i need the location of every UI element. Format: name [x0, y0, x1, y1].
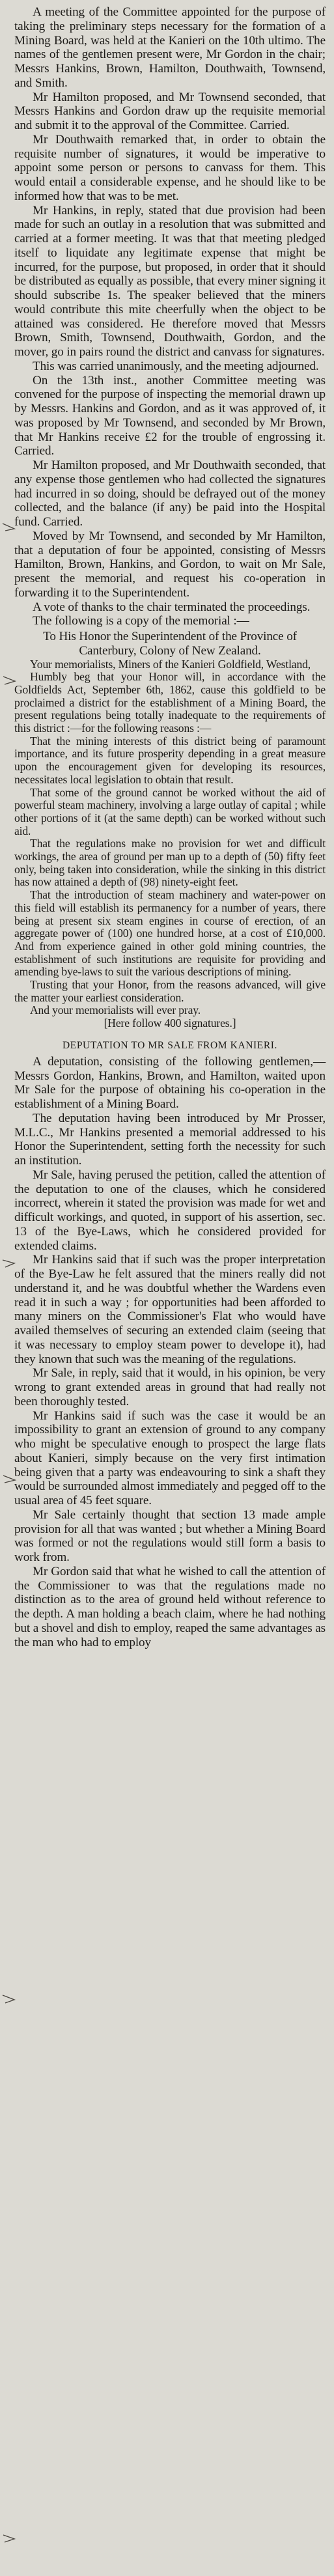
memorial-paragraph: That some of the ground cannot be worked without the aid of powerful steam machinery, involving a large outlay of capital ; while other portions of it (at the same depth) can be worked without such aid.: [14, 785, 326, 837]
memorial-paragraph: That the regulations make no provision for wet and difficult workings, the area of ground per man up to a depth of (50) fifty feet only, being taken into consideration, while the sinking in this district has now attained a depth of (98) ninety-eight feet.: [14, 837, 326, 889]
memorial-paragraph: That the introduction of steam machinery and water-power on this field will establish its permanency for a number of years, there being at present six steam engines in course of erection, of an aggregate power of (100) one hundred horse, at a cost of £10,000. And from experience gained in other gold mining countries, the establishment of such institutions are requisite for providing and amending bye-laws to suit the various descriptions of mining.: [14, 888, 326, 979]
meeting-paragraph: Mr Hamilton proposed, and Mr Townsend seconded, that Messrs Hankins and Gordon draw up the requisite memorial and submit it to the approval of the Committee. Carried.: [14, 90, 326, 132]
article-column: [14, 5, 326, 1649]
memorial-closing: And your memorialists will ever pray.: [30, 1003, 201, 1017]
meeting-paragraph: On the 13th inst., another Committee meeting was convened for the purpose of inspecting the memorial drawn up by Messrs. Hankins and Gordon, and as it was approved of, it was proposed by Mr Townsend, and seconded by Mr Brown, that Mr Hankins receive £2 for the trouble of engrossing it. Carried.: [14, 373, 326, 458]
memorial-paragraph: Trusting that your Honor, from the reasons advanced, will give the matter your earliest consideration.: [14, 978, 326, 1004]
meeting-paragraph: A meeting of the Committee appointed for the purpose of taking the preliminary steps necessary for the formation of a Mining Board, was held at the Kanieri on the 10th ultimo. The names of the gentlemen present were, Mr Gordon in the chair; Messrs Hankins, Brown, Hamilton, Douthwaith, Townsend, and Smith.: [14, 5, 326, 90]
meeting-paragraph: This was carried unanimously, and the meeting adjourned.: [33, 359, 319, 373]
deputation-paragraph: Mr Sale certainly thought that section 13 made ample provision for all that was wanted ; but whether a Mining Board was formed or not the regulations would still form a basis to work from.: [14, 1507, 326, 1565]
meeting-paragraph: Mr Hamilton proposed, and Mr Douthwaith seconded, that any expense those gentlemen who had collected the signatures had incurred in so doing, should be defrayed out of the money collected, and the balance (if any) be paid into the Hospital fund. Carried.: [14, 458, 326, 529]
meeting-paragraph: A vote of thanks to the chair terminated the proceedings.: [33, 600, 311, 614]
memorial-from: Your memorialists, Miners of the Kanieri Goldfield, Westland,: [30, 657, 311, 671]
memorial-paragraph: That the mining interests of this district being of paramount importance, and its future prosperity depending in a great measure upon the encouragement given for developing its resources, necessitates local legislation to obtain that result.: [14, 734, 326, 786]
deputation-paragraph: The deputation having been introduced by Mr Prosser, M.L.C., Mr Hankins presented a memorial addressed to his Honor the Superintendent, setting forth the necessity for such an institution.: [14, 1111, 326, 1168]
memorial-paragraph: Humbly beg that your Honor will, in accordance with the Goldfields Act, September 6th, 1862, cause this goldfield to be proclaimed a district for the establishment of a Mining Board, the present regulations being totally inadequate to the requirements of this district :—for the following reasons :—: [14, 670, 326, 735]
margin-pencil-mark: [1, 1993, 17, 2004]
deputation-paragraph: Mr Hankins said that if such was the proper interpretation of the Bye-Law he felt assured that the miners really did not understand it, and he was doubtful whether the Wardens even read it in such a way ; for opportunities had been afforded to many miners on the Commissioner's Flat who would have availed themselves of securing an extended claim (seeing that it was necessary to employ steam power to develope it), had they known that such was the meaning of the regulations.: [14, 1253, 326, 1366]
deputation-paragraph: Mr Gordon said that what he wished to call the attention of the Commissioner to was that the regulations made no distinction as to the area of ground held without reference to the depth. A man holding a beach claim, where he had nothing but a shovel and dish to employ, reaped the same advantages as the man who had to employ: [14, 1564, 326, 1649]
margin-pencil-mark: [1, 2533, 17, 2545]
memorial-intro: The following is a copy of the memorial :—: [33, 614, 249, 628]
deputation-paragraph: Mr Hankins said if such was the case it would be an impossibility to grant an extension of ground to any company who might be speculative enough to prospect the large flats about Kanieri, simply because on the very first intimation being given that a party was endeavouring to sink a shaft they would be surrounded almost immediately and pegged off to the usual area of 45 feet square.: [14, 1408, 326, 1508]
meeting-paragraph: Moved by Mr Townsend, and seconded by Mr Hamilton, that a deputation of four be appointed, consisting of Messrs Hamilton, Brown, Hankins, and Gordon, to wait on Mr Sale, present the memorial, and request his co-operation in forwarding it to the Superintendent.: [14, 529, 326, 600]
deputation-paragraph: Mr Sale, having perused the petition, called the attention of the deputation to one of the clauses, which he considered incorrect, wherein it stated the provision was made for wet and difficult workings, and quoted, in support of his assertion, sec. 13 of the Bye-Laws, which he considered provided for extended claims.: [14, 1168, 326, 1253]
deputation-paragraph: A deputation, consisting of the following gentlemen,—Messrs Gordon, Hankins, Brown, and Hamilton, waited upon Mr Sale for the purpose of obtaining his co-operation in the establishment of a Mining Board.: [14, 1054, 326, 1112]
deputation-heading: DEPUTATION TO MR SALE FROM KANIERI.: [62, 1039, 278, 1051]
meeting-paragraph: Mr Douthwaith remarked that, in order to obtain the requisite number of signatures, it would be imperative to appoint some person or persons to canvass for them. This would entail a considerable expense, and he should like to be informed how that was to be met.: [14, 132, 326, 203]
deputation-paragraph: Mr Sale, in reply, said that it would, in his opinion, be very wrong to grant extended areas in ground that had really not been thoroughly tested.: [14, 1366, 326, 1408]
memorial-address: To His Honor the Superintendent of the Province of Canterbury, Colony of New Zealand.: [43, 630, 297, 658]
memorial-signature-note: [Here follow 400 signatures.]: [104, 1016, 236, 1030]
meeting-paragraph: Mr Hankins, in reply, stated that due provision had been made for such an outlay in a resolution that was submitted and carried at a former meeting. It was that that meeting pledged itself to liquidate any legitimate expense that might be incurred, for the purpose, but proposed, in order that it should be distributed as equally as possible, that every miner signing it should subscribe 1s. The speaker believed that the miners would contribute this mite cheerfully when the object to be attained was considered. He therefore moved that Messrs Brown, Smith, Townsend, Douthwaith, Gordon, and the mover, go in pairs round the district and canvass for signatures.: [14, 203, 326, 359]
